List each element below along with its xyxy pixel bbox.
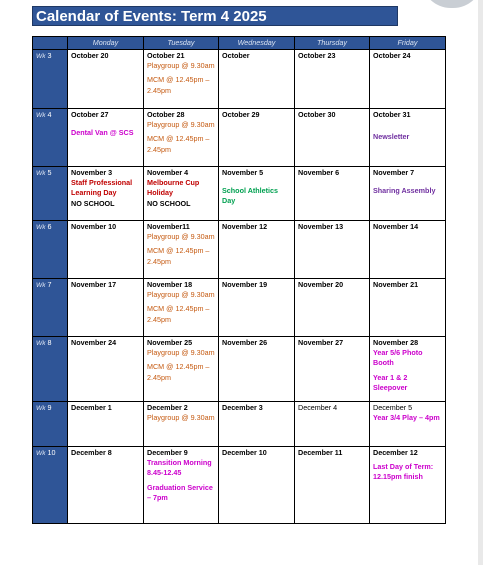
date-label: November 13	[298, 222, 344, 231]
day-cell-tuesday	[144, 109, 219, 167]
date-label: November 17	[71, 280, 117, 289]
week-row	[33, 402, 446, 447]
date-label: November 24	[71, 338, 117, 347]
week-row	[33, 447, 446, 524]
week-number: 8	[47, 338, 52, 347]
day-cell-thursday	[295, 221, 370, 279]
date-label: November 27	[298, 338, 344, 347]
event-text: Playgroup @ 9.30am	[147, 290, 215, 300]
date-label: December 9	[147, 448, 188, 457]
event-text: MCM @ 12.45pm – 2.45pm	[147, 246, 210, 266]
week-row	[33, 167, 446, 221]
week-number: 9	[47, 403, 52, 412]
date-label: December 10	[222, 448, 267, 457]
day-cell-wednesday	[219, 337, 295, 402]
day-cell-wednesday	[219, 109, 295, 167]
day-cell-tuesday	[144, 167, 219, 221]
week-number: 4	[47, 110, 52, 119]
date-label: November 7	[373, 168, 415, 177]
page-edge	[478, 0, 483, 565]
date-label: December 4	[298, 403, 338, 412]
date-label: October 27	[71, 110, 109, 119]
date-label: October 30	[298, 110, 336, 119]
header-week-cell	[33, 37, 68, 50]
day-cell-friday	[370, 221, 446, 279]
day-cell-wednesday	[219, 50, 295, 109]
date-label: November 10	[71, 222, 117, 231]
date-label: November 19	[222, 280, 268, 289]
date-label: November 25	[147, 338, 193, 347]
school-logo	[421, 0, 483, 8]
day-cell-wednesday	[219, 447, 295, 524]
day-cell-friday	[370, 402, 446, 447]
day-cell-tuesday	[144, 221, 219, 279]
date-label: October 28	[147, 110, 185, 119]
date-label: December 11	[298, 448, 343, 457]
day-cell-monday	[68, 109, 144, 167]
date-label: October 24	[373, 51, 411, 60]
event-text: MCM @ 12.45pm – 2.45pm	[147, 134, 210, 154]
week-label-cell	[33, 221, 68, 279]
event-text: Melbourne Cup Holiday	[147, 178, 200, 198]
day-cell-thursday	[295, 167, 370, 221]
header-tuesday: Tuesday	[144, 37, 219, 50]
date-label: October 20	[71, 51, 109, 60]
date-label: November 4	[147, 168, 189, 177]
week-row	[33, 279, 446, 337]
date-label: October 21	[147, 51, 185, 60]
date-label: November 5	[222, 168, 264, 177]
week-number: 3	[47, 51, 52, 60]
event-text: Transition Morning 8.45-12.45	[147, 458, 212, 478]
day-cell-thursday	[295, 402, 370, 447]
week-number: 7	[47, 280, 52, 289]
day-cell-monday	[68, 279, 144, 337]
date-label: December 3	[222, 403, 263, 412]
day-cell-thursday	[295, 109, 370, 167]
week-prefix: Wk	[36, 340, 46, 347]
date-label: November 12	[222, 222, 268, 231]
week-prefix: Wk	[36, 112, 46, 119]
week-number: 5	[47, 168, 52, 177]
event-text: Year 3/4 Play – 4pm	[373, 413, 440, 423]
header-wednesday: Wednesday	[219, 37, 295, 50]
day-cell-thursday	[295, 337, 370, 402]
day-cell-monday	[68, 447, 144, 524]
week-prefix: Wk	[36, 224, 46, 231]
week-label-cell	[33, 279, 68, 337]
day-cell-monday	[68, 337, 144, 402]
date-label: November11	[147, 222, 190, 231]
date-label: October 23	[298, 51, 336, 60]
date-label: November 3	[71, 168, 113, 177]
date-label: December 1	[71, 403, 112, 412]
event-text: MCM @ 12.45pm – 2.45pm	[147, 75, 210, 95]
day-cell-friday	[370, 447, 446, 524]
day-cell-wednesday	[219, 279, 295, 337]
week-row	[33, 109, 446, 167]
event-text: Playgroup @ 9.30am	[147, 413, 215, 423]
date-label: November 26	[222, 338, 268, 347]
date-label: November 21	[373, 280, 419, 289]
day-cell-monday	[68, 50, 144, 109]
day-cell-tuesday	[144, 279, 219, 337]
event-text: Year 5/6 Photo Booth	[373, 348, 423, 368]
date-label: December 2	[147, 403, 188, 412]
event-text: MCM @ 12.45pm – 2.45pm	[147, 304, 210, 324]
week-prefix: Wk	[36, 282, 46, 289]
event-text: School Athletics Day	[222, 186, 279, 206]
event-text: NO SCHOOL	[71, 198, 115, 208]
week-label-cell	[33, 109, 68, 167]
day-cell-friday	[370, 279, 446, 337]
week-label-cell	[33, 50, 68, 109]
date-label: October	[222, 51, 250, 60]
date-label: December 12	[373, 448, 418, 457]
date-label: November 28	[373, 338, 419, 347]
day-cell-friday	[370, 167, 446, 221]
day-cell-wednesday	[219, 402, 295, 447]
calendar-body	[33, 50, 446, 524]
week-label-cell	[33, 402, 68, 447]
event-text: Playgroup @ 9.30am	[147, 61, 215, 71]
calendar-table	[32, 36, 446, 524]
day-cell-tuesday	[144, 337, 219, 402]
date-label: December 8	[71, 448, 112, 457]
date-label: October 31	[373, 110, 411, 119]
event-text: Graduation Service – 7pm	[147, 482, 213, 502]
event-text: Newsletter	[373, 132, 410, 142]
day-cell-wednesday	[219, 221, 295, 279]
event-text: Playgroup @ 9.30am	[147, 232, 215, 242]
week-prefix: Wk	[36, 53, 46, 60]
date-label: October 29	[222, 110, 260, 119]
week-prefix: Wk	[36, 405, 46, 412]
header-thursday: Thursday	[295, 37, 370, 50]
week-prefix: Wk	[36, 170, 46, 177]
week-number: 10	[47, 448, 56, 457]
week-number: 6	[47, 222, 52, 231]
header-monday: Monday	[68, 37, 144, 50]
day-cell-thursday	[295, 50, 370, 109]
week-label-cell	[33, 337, 68, 402]
day-cell-thursday	[295, 447, 370, 524]
week-label-cell	[33, 167, 68, 221]
event-text: Year 1 & 2 Sleepover	[373, 372, 408, 392]
date-label: December 5	[373, 403, 413, 412]
day-cell-tuesday	[144, 50, 219, 109]
day-cell-friday	[370, 337, 446, 402]
date-label: November 20	[298, 280, 344, 289]
day-cell-friday	[370, 50, 446, 109]
week-prefix: Wk	[36, 450, 46, 457]
day-cell-monday	[68, 221, 144, 279]
header-row	[33, 37, 446, 50]
page-title: Calendar of Events: Term 4 2025	[32, 6, 398, 26]
date-label: November 6	[298, 168, 340, 177]
event-text: Dental Van @ SCS	[71, 128, 134, 138]
day-cell-tuesday	[144, 447, 219, 524]
day-cell-monday	[68, 167, 144, 221]
day-cell-friday	[370, 109, 446, 167]
event-text: MCM @ 12.45pm – 2.45pm	[147, 362, 210, 382]
event-text: Playgroup @ 9.30am	[147, 348, 215, 358]
day-cell-thursday	[295, 279, 370, 337]
week-row	[33, 50, 446, 109]
date-label: November 14	[373, 222, 419, 231]
day-cell-monday	[68, 402, 144, 447]
date-label: November 18	[147, 280, 193, 289]
header-friday: Friday	[370, 37, 446, 50]
day-cell-wednesday	[219, 167, 295, 221]
week-row	[33, 221, 446, 279]
event-text: Last Day of Term: 12.15pm finish	[373, 462, 434, 482]
week-row	[33, 337, 446, 402]
week-label-cell	[33, 447, 68, 524]
day-cell-tuesday	[144, 402, 219, 447]
event-text: Playgroup @ 9.30am	[147, 120, 215, 130]
event-text: NO SCHOOL	[147, 198, 191, 208]
event-text: Staff Professional Learning Day	[71, 178, 133, 198]
event-text: Sharing Assembly	[373, 186, 436, 196]
